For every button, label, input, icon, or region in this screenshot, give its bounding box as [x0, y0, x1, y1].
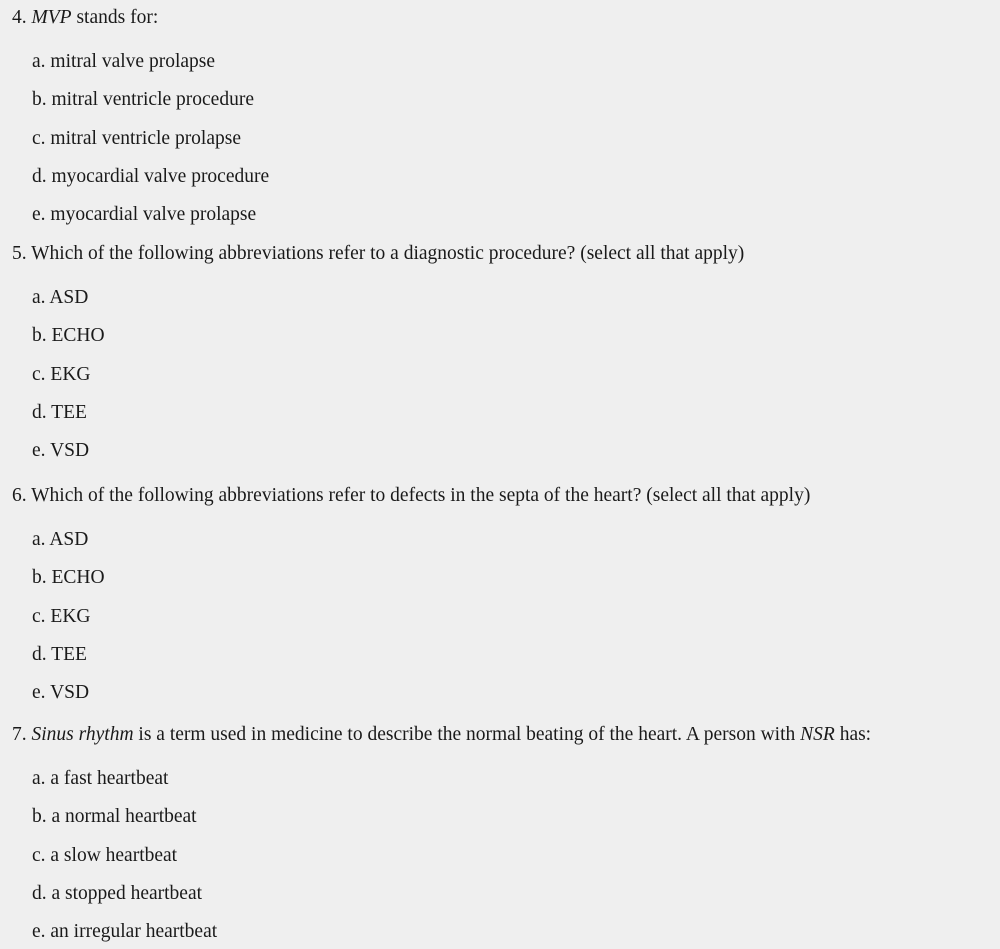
answer-option[interactable] [32, 807, 197, 827]
answer-option[interactable] [32, 365, 90, 385]
question-number: 5. [12, 243, 27, 264]
option-letter: e. [32, 921, 46, 943]
question-stem [12, 725, 871, 745]
answer-option[interactable] [32, 884, 202, 904]
option-text: ASD [49, 529, 89, 550]
option-text: myocardial valve prolapse [50, 204, 257, 226]
option-text: an irregular heartbeat [50, 921, 218, 943]
answer-option[interactable] [32, 326, 105, 346]
option-letter: d. [32, 165, 47, 187]
answer-option[interactable] [32, 846, 177, 866]
option-text: a fast heartbeat [50, 768, 169, 789]
answer-option[interactable] [32, 530, 88, 550]
option-text: ECHO [51, 567, 105, 589]
option-letter: c. [32, 127, 46, 149]
option-letter: e. [32, 440, 46, 462]
answer-option[interactable] [32, 52, 215, 72]
stem-text: stands for: [71, 7, 159, 28]
option-letter: b. [32, 325, 47, 347]
option-text: mitral ventricle prolapse [50, 127, 241, 149]
answer-option[interactable] [32, 288, 88, 308]
answer-option[interactable] [32, 922, 217, 942]
option-letter: a. [32, 529, 46, 550]
answer-option[interactable] [32, 403, 87, 423]
option-text: mitral ventricle procedure [51, 89, 254, 111]
option-text: mitral valve prolapse [50, 51, 216, 72]
option-letter: a. [32, 768, 46, 789]
option-text: myocardial valve procedure [51, 165, 270, 187]
option-letter: d. [32, 643, 47, 665]
question-stem [12, 486, 810, 506]
question-number: 7. [12, 724, 27, 745]
answer-option[interactable] [32, 205, 256, 225]
option-text: TEE [51, 401, 87, 423]
option-text: ASD [49, 287, 89, 308]
option-letter: d. [32, 882, 47, 904]
question-number: 4. [12, 7, 27, 28]
italic-term: Sinus rhythm [31, 724, 134, 745]
option-text: a normal heartbeat [51, 806, 197, 828]
question-stem [12, 244, 744, 264]
option-text: VSD [50, 682, 90, 704]
option-letter: e. [32, 204, 46, 226]
option-letter: a. [32, 287, 46, 308]
stem-text: Which of the following abbreviations refer to defects in the septa of the heart? (select all that apply) [31, 485, 811, 506]
option-letter: b. [32, 89, 47, 111]
option-text: EKG [50, 363, 91, 385]
stem-text: Which of the following abbreviations refer to a diagnostic procedure? (select all that apply) [31, 243, 745, 264]
question-number: 6. [12, 485, 27, 506]
option-letter: d. [32, 401, 47, 423]
answer-option[interactable] [32, 683, 89, 703]
option-letter: b. [32, 806, 47, 828]
option-letter: c. [32, 844, 46, 866]
answer-option[interactable] [32, 441, 89, 461]
question-stem [12, 8, 158, 28]
option-text: TEE [51, 643, 87, 665]
answer-option[interactable] [32, 90, 254, 110]
option-letter: c. [32, 605, 46, 627]
option-text: a stopped heartbeat [51, 882, 203, 904]
stem-text: is a term used in medicine to describe the normal beating of the heart. A person with [133, 724, 801, 745]
option-text: EKG [50, 605, 91, 627]
option-text: ECHO [51, 325, 105, 347]
answer-option[interactable] [32, 607, 90, 627]
option-letter: e. [32, 682, 46, 704]
answer-option[interactable] [32, 645, 87, 665]
stem-text: has: [834, 724, 872, 745]
italic-term: NSR [800, 724, 835, 745]
option-text: a slow heartbeat [50, 844, 178, 866]
answer-option[interactable] [32, 769, 168, 789]
option-text: VSD [50, 440, 90, 462]
option-letter: a. [32, 51, 46, 72]
answer-option[interactable] [32, 568, 105, 588]
italic-term: MVP [31, 7, 72, 28]
answer-option[interactable] [32, 129, 241, 149]
answer-option[interactable] [32, 167, 269, 187]
option-letter: c. [32, 363, 46, 385]
option-letter: b. [32, 567, 47, 589]
